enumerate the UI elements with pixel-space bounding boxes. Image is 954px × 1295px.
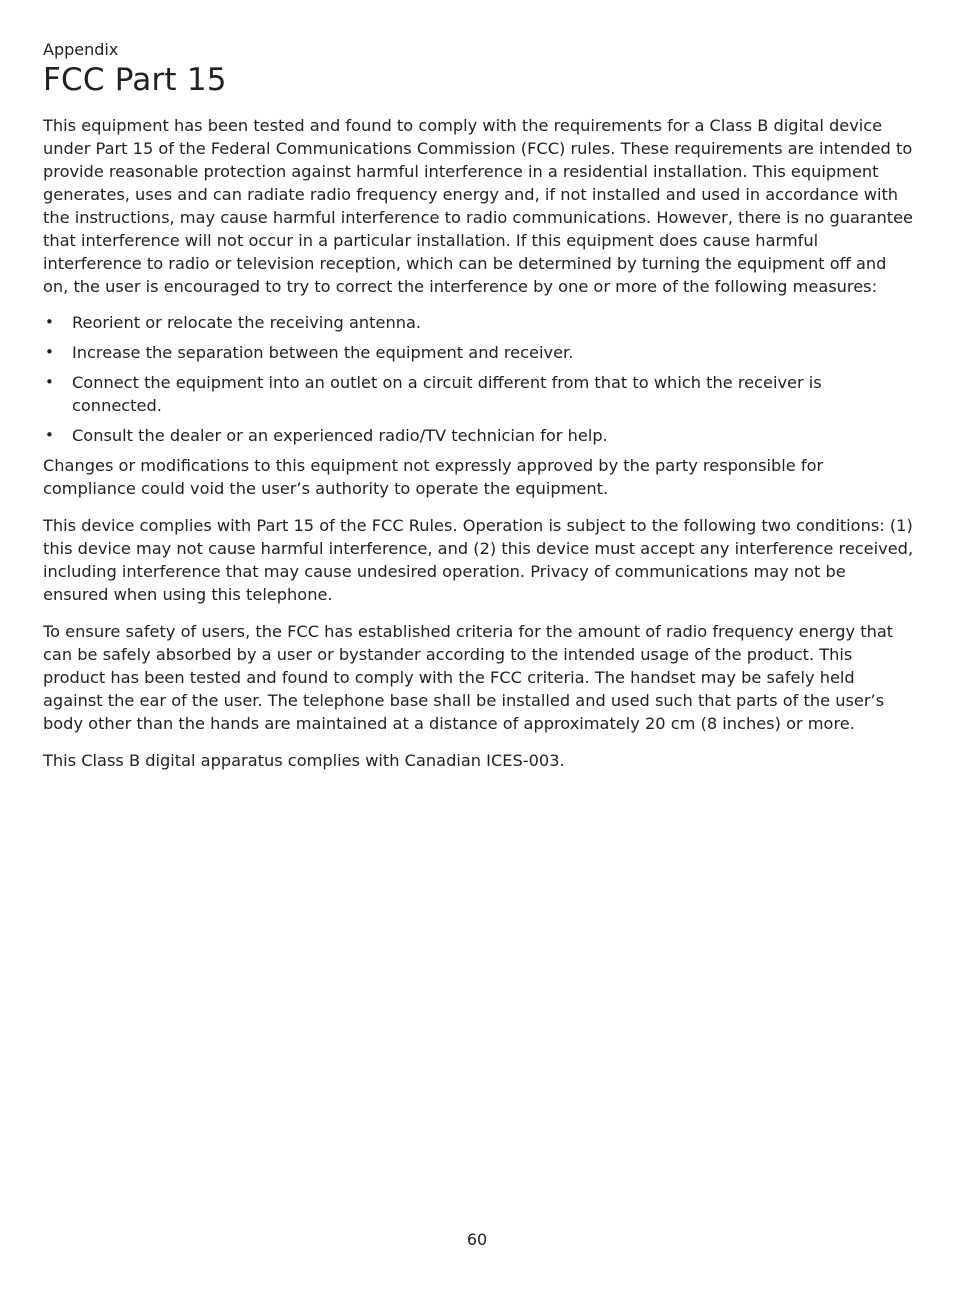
measures-list	[43, 311, 915, 447]
list-item	[43, 341, 915, 364]
section-label: Appendix	[43, 40, 119, 59]
list-item-text: Increase the separation between the equipment and receiver.	[72, 343, 574, 362]
list-item	[43, 424, 915, 447]
bullet-icon: •	[45, 343, 54, 361]
bullet-icon: •	[45, 426, 54, 444]
conditions-paragraph: This device complies with Part 15 of the FCC Rules. Operation is subject to the following two conditions: (1) this device may not cause harmful interference, and (2) this device must accept any interference received, including interference that may cause undesired operation. Privacy of communications may not be ensured when using this telephone.	[43, 516, 914, 604]
list-item-text: Reorient or relocate the receiving antenna.	[72, 313, 422, 332]
list-item	[43, 311, 915, 334]
canada-paragraph: This Class B digital apparatus complies with Canadian ICES-003.	[43, 751, 565, 770]
safety-paragraph: To ensure safety of users, the FCC has established criteria for the amount of radio frequency energy that can be safely absorbed by a user or bystander according to the intended usage of the product. This product has been tested and found to comply with the FCC criteria. The handset may be safely held against the ear of the user. The telephone base shall be installed and used such that parts of the user’s body other than the hands are maintained at a distance of approximately 20 cm (8 inches) or more.	[43, 622, 894, 733]
list-item	[43, 371, 915, 417]
bullet-icon: •	[45, 373, 54, 391]
page-title: FCC Part 15	[43, 62, 227, 98]
page-number: 60	[466, 1230, 488, 1249]
list-item-text: Consult the dealer or an experienced radio/TV technician for help.	[72, 426, 608, 445]
bullet-icon: •	[45, 313, 54, 331]
document-page	[43, 40, 915, 772]
intro-paragraph: This equipment has been tested and found to comply with the requirements for a Class B digital device under Part 15 of the Federal Communications Commission (FCC) rules. These requirements are intended to provide reasonable protection against harmful interference in a residential installation. This equipment generates, uses and can radiate radio frequency energy and, if not installed and used in accordance with the instructions, may cause harmful interference to radio communications. However, there is no guarantee that interference will not occur in a particular installation. If this equipment does cause harmful interference to radio or television reception, which can be determined by turning the equipment off and on, the user is encouraged to try to correct the interference by one or more of the following measures:	[43, 116, 914, 296]
list-item-text: Connect the equipment into an outlet on a circuit different from that to which the receiver is connected.	[72, 373, 822, 415]
changes-paragraph: Changes or modifications to this equipment not expressly approved by the party responsible for compliance could void the user’s authority to operate the equipment.	[43, 456, 824, 498]
